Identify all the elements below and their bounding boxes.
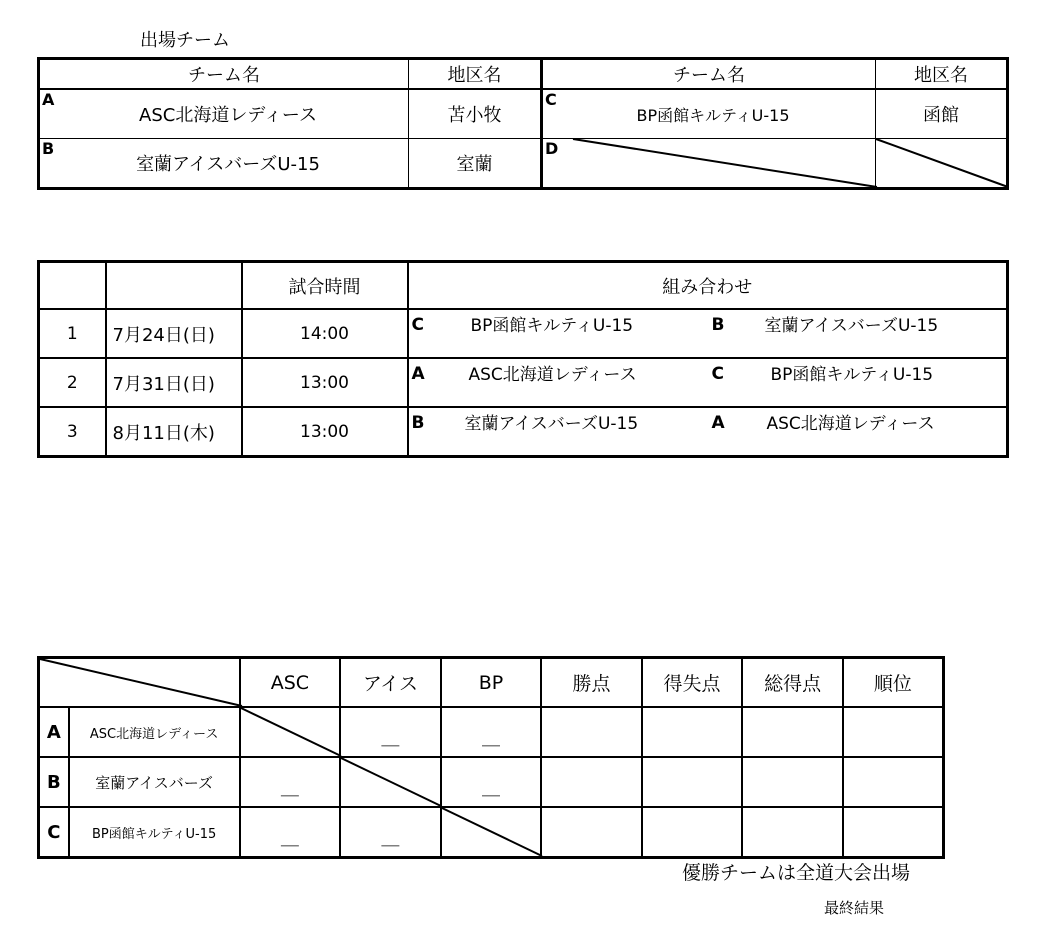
header-goal-diff: 得失点 [642,658,743,708]
league-header-row [39,658,944,708]
total-goals-cell [742,807,843,858]
header-asc: ASC [240,658,341,708]
team-letter: C [545,90,557,109]
result-dash: ＿ [381,728,400,749]
header-area: 地区名 [876,59,1008,90]
away-team: 室蘭アイスバーズU-15 [764,316,939,336]
self-diagonal [241,708,341,756]
team-letter: A [42,90,55,109]
teams-table [37,57,1009,190]
result-dash: ＿ [280,778,299,799]
match-pairing [408,309,1008,358]
schedule-table [37,260,1009,458]
schedule-row [39,358,1008,407]
result-cell [240,807,341,858]
match-time: 13:00 [242,407,408,457]
empty-slot-diagonal [543,139,877,187]
result-cell-self [340,757,441,807]
result-cell [240,757,341,807]
away-letter: B [711,315,725,335]
header-bp: BP [441,658,542,708]
goal-diff-cell [642,757,743,807]
corner-diagonal [40,659,242,706]
row-team: ASC北海道レディース [69,707,240,757]
match-time: 13:00 [242,358,408,407]
teams-header-row [39,59,1008,90]
result-cell [441,707,542,757]
match-date: 7月31日(日) [106,358,242,407]
schedule-header-row [39,262,1008,310]
header-matchup: 組み合わせ [408,262,1008,310]
league-table [37,656,945,859]
result-dash: ＿ [481,778,500,799]
section-title: 出場チーム [140,30,230,51]
row-team: 室蘭アイスバーズ [69,757,240,807]
home-letter: B [411,413,425,433]
schedule-row [39,407,1008,457]
final-result-label: 最終結果 [824,899,885,917]
home-team: 室蘭アイスバーズU-15 [464,414,639,434]
away-letter: A [711,413,725,433]
header-rank: 順位 [843,658,944,708]
result-cell-self [441,807,542,858]
header-time: 試合時間 [242,262,408,310]
team-cell [542,89,876,139]
header-team-name: チーム名 [39,59,409,90]
match-time: 14:00 [242,309,408,358]
rank-cell [843,757,944,807]
home-team: BP函館キルティU-15 [470,316,634,336]
area-cell-empty [876,139,1008,189]
empty-slot-diagonal [876,139,1008,187]
rank-cell [843,707,944,757]
area-cell: 室蘭 [409,139,542,189]
points-cell [541,707,642,757]
schedule-row [39,309,1008,358]
total-goals-cell [742,707,843,757]
away-letter: C [711,364,724,384]
team-cell [39,139,409,189]
team-name: 室蘭アイスバーズU-15 [136,154,320,175]
self-diagonal [341,758,441,806]
self-diagonal [442,808,542,856]
result-cell [441,757,542,807]
league-row [39,707,944,757]
match-pairing [408,358,1008,407]
team-cell [39,89,409,139]
header-total-goals: 総得点 [742,658,843,708]
league-row [39,757,944,807]
result-dash: ＿ [280,828,299,849]
row-letter: B [39,757,69,807]
team-cell-empty [542,139,876,189]
header-no [39,262,106,310]
home-letter: C [411,315,424,335]
corner-cell [39,658,240,708]
league-row [39,807,944,858]
match-pairing [408,407,1008,457]
result-cell-self [240,707,341,757]
match-number: 3 [39,407,106,457]
header-date [106,262,242,310]
teams-row [39,89,1008,139]
home-letter: A [411,364,425,384]
header-team-name: チーム名 [542,59,876,90]
header-points: 勝点 [541,658,642,708]
winner-note: 優勝チームは全道大会出場 [682,862,911,884]
result-cell [340,807,441,858]
team-letter: B [42,139,55,158]
match-number: 1 [39,309,106,358]
points-cell [541,807,642,858]
team-name: ASC北海道レディース [139,105,317,126]
header-area: 地区名 [409,59,542,90]
area-cell: 苫小牧 [409,89,542,139]
match-date: 7月24日(日) [106,309,242,358]
result-dash: ＿ [381,828,400,849]
row-team: BP函館キルティU-15 [69,807,240,858]
area-cell: 函館 [876,89,1008,139]
team-letter: D [545,139,559,158]
teams-row [39,139,1008,189]
row-letter: A [39,707,69,757]
rank-cell [843,807,944,858]
away-team: ASC北海道レディース [766,414,935,434]
home-team: ASC北海道レディース [468,365,637,385]
match-number: 2 [39,358,106,407]
result-cell [340,707,441,757]
header-ice: アイス [340,658,441,708]
goal-diff-cell [642,807,743,858]
result-dash: ＿ [481,728,500,749]
row-letter: C [39,807,69,858]
points-cell [541,757,642,807]
away-team: BP函館キルティU-15 [770,365,934,385]
goal-diff-cell [642,707,743,757]
team-name: BP函館キルティU-15 [636,105,790,125]
total-goals-cell [742,757,843,807]
match-date: 8月11日(木) [106,407,242,457]
